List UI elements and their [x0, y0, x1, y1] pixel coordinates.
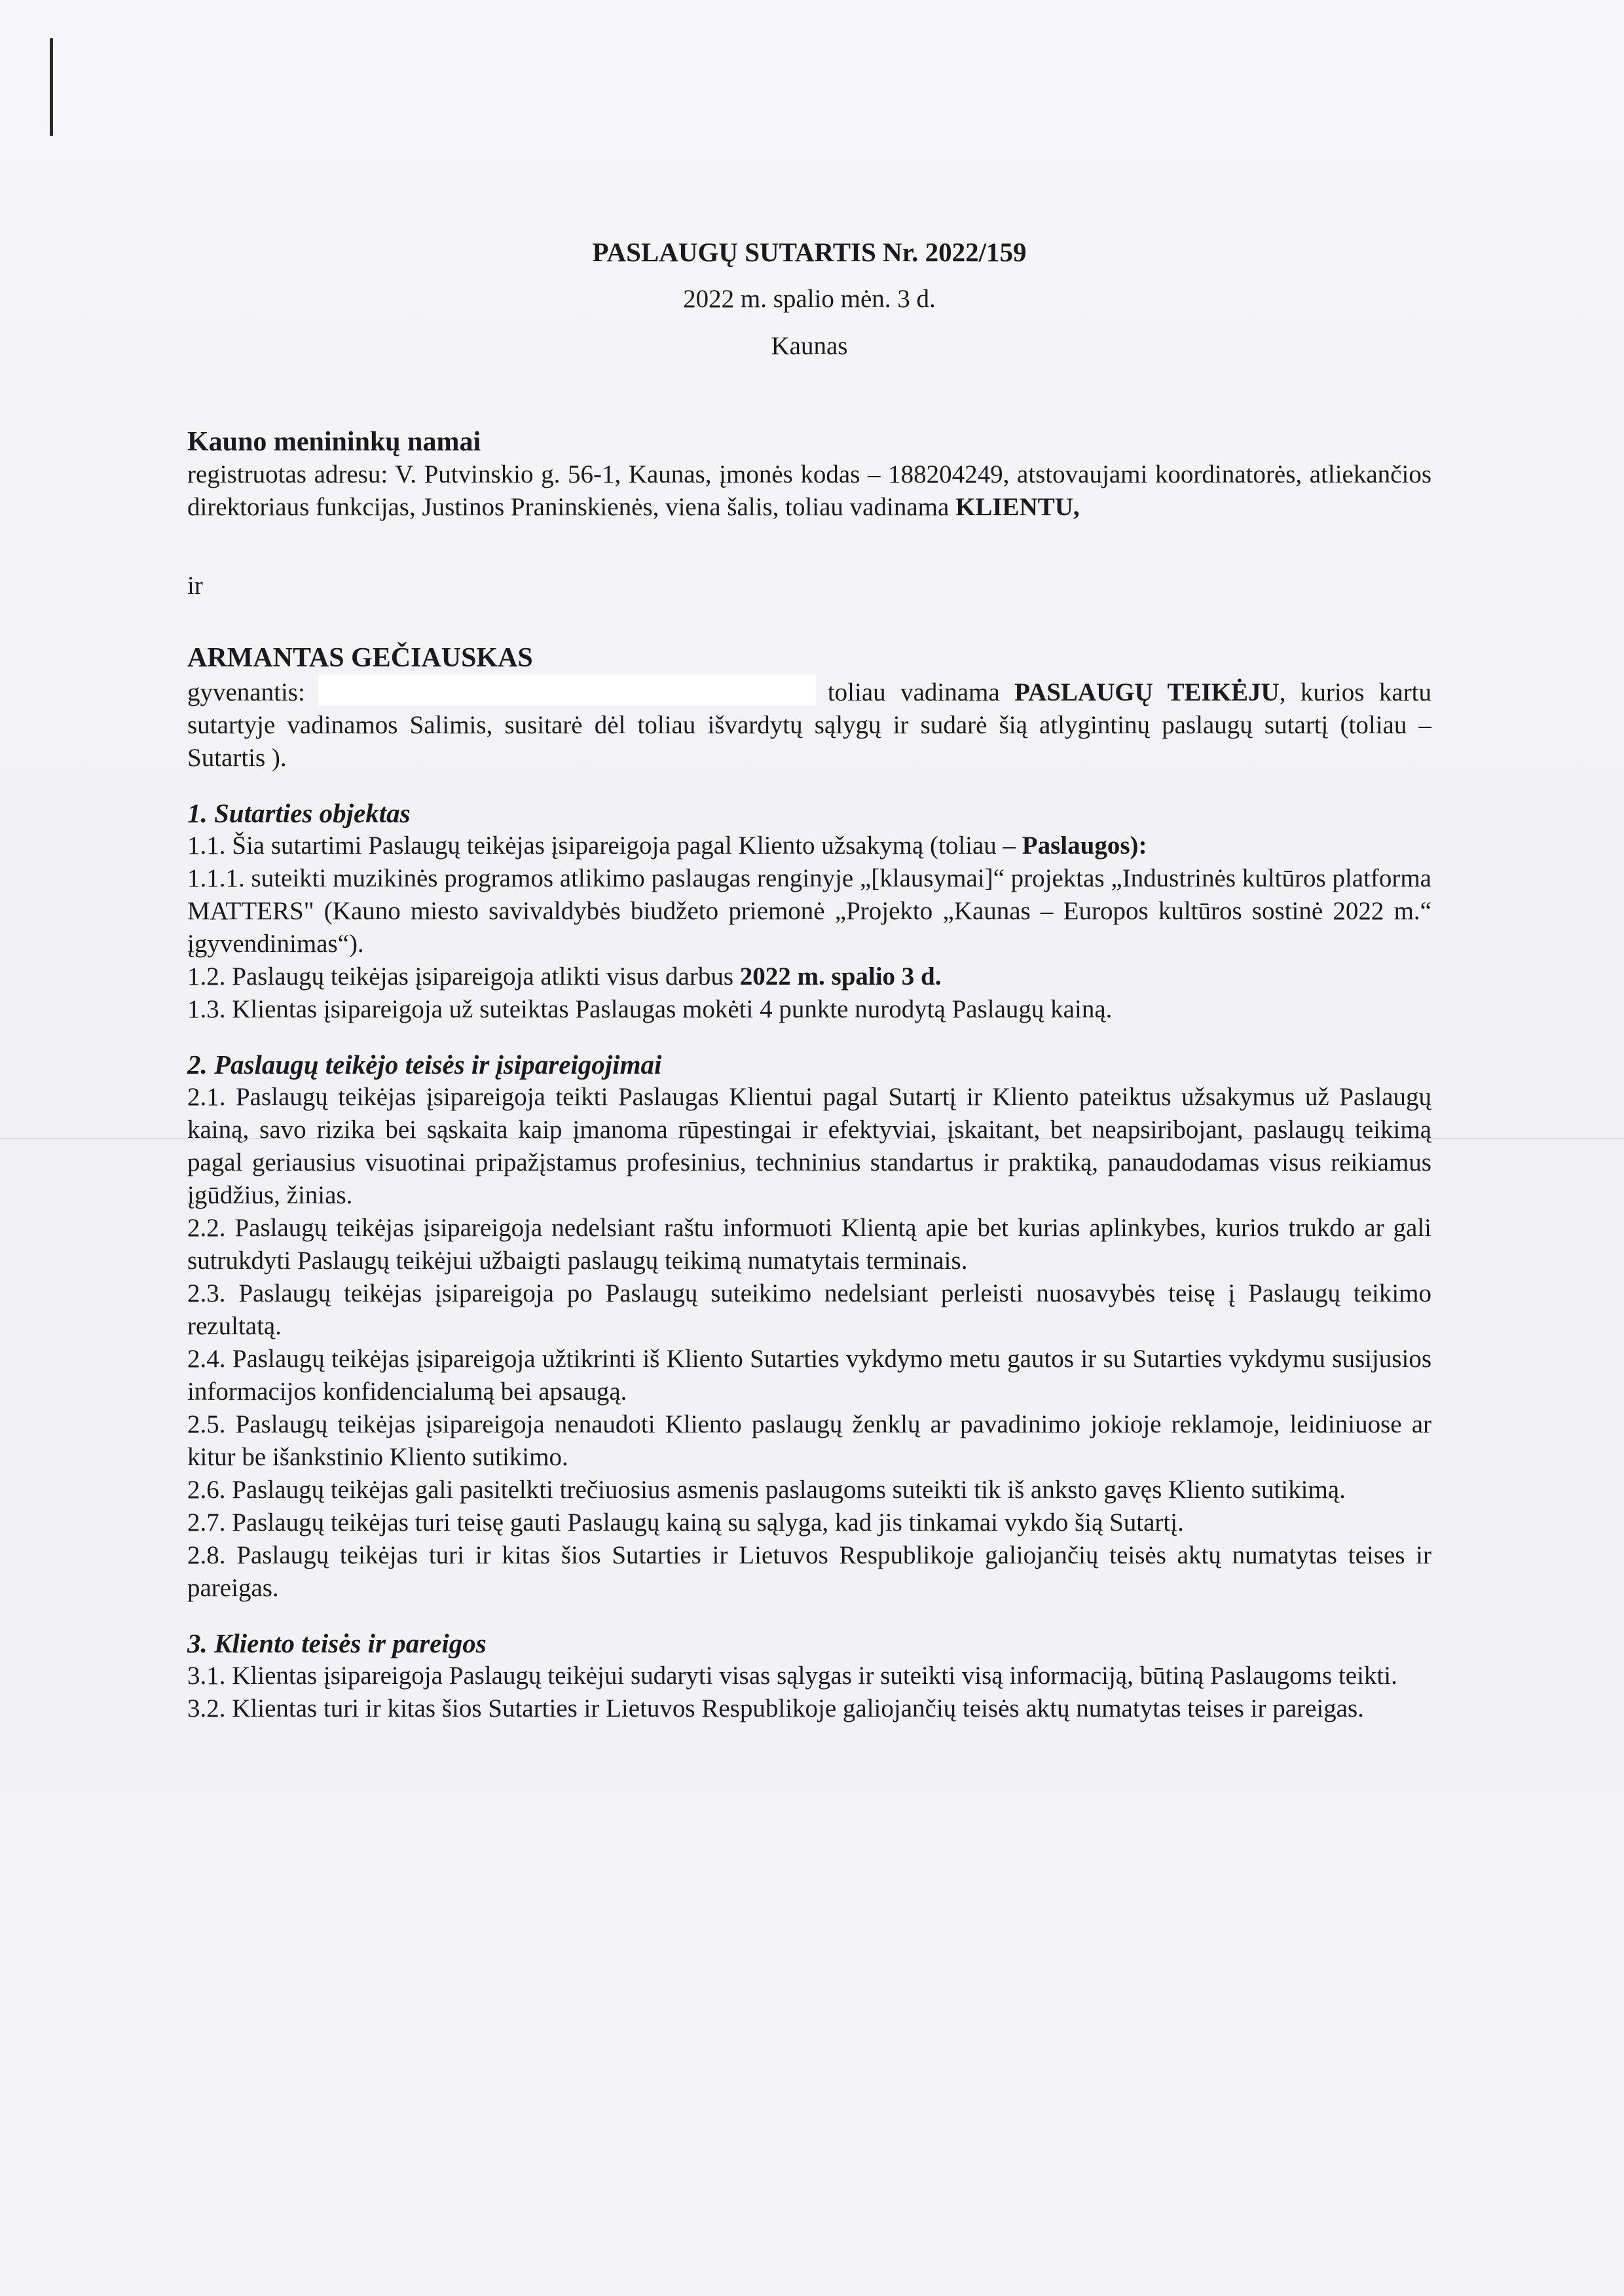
- clause-1-1-bold: Paslaugos):: [1022, 831, 1147, 860]
- contract-title: PASLAUGŲ SUTARTIS Nr. 2022/159: [592, 237, 1027, 267]
- section-1-heading: 1. Sutarties objektas: [187, 798, 411, 828]
- clause-2-2: 2.2. Paslaugų teikėjas įsipareigoja nedelsiant raštu informuoti Klientą apie bet kurias aplinkybes, kurios trukdo ar gali sutrukdyti Paslaugų teikėjui užbaigti paslaugų teikimą numatytais terminais.: [187, 1214, 1431, 1275]
- clause-3-2: 3.2. Klientas turi ir kitas šios Sutarties ir Lietuvos Respublikoje galiojančių teisės aktų numatytas teises ir pareigas.: [187, 1694, 1364, 1722]
- redacted-address: [318, 674, 816, 706]
- clause-2-3: 2.3. Paslaugų teikėjas įsipareigoja po Paslaugų suteikimo nedelsiant perleisti nuosavybės teisę į Paslaugų teikimo rezultatą.: [187, 1279, 1431, 1340]
- client-role: KLIENTU,: [955, 493, 1080, 521]
- clause-2-7: 2.7. Paslaugų teikėjas turi teisę gauti Paslaugų kainą su sąlyga, kad jis tinkamai vykdo šią Sutartį.: [187, 1508, 1184, 1537]
- clause-1-2-text: 1.2. Paslaugų teikėjas įsipareigoja atlikti visus darbus: [187, 962, 740, 991]
- clause-1-3: 1.3. Klientas įsipareigoja už suteiktas Paslaugas mokėti 4 punkte nurodytą Paslaugų kainą.: [187, 995, 1113, 1023]
- provider-name: ARMANTAS GEČIAUSKAS: [187, 643, 533, 673]
- contract-body: [187, 236, 1431, 1725]
- clause-1-1-1: 1.1.1. suteikti muzikinės programos atlikimo paslaugas renginyje „[klausymai]“ projektas „Industrinės kultūros platforma MATTERS" (Kauno miesto savivaldybės biudžeto priemonė „Projekto „Kaunas – Europos kultūros sostinė 2022 m.“ įgyvendinimas“).: [187, 864, 1431, 958]
- client-name: Kauno menininkų namai: [187, 427, 481, 457]
- provider-lead: gyvenantis:: [187, 678, 305, 706]
- clause-1-1: [187, 829, 1431, 862]
- connector-ir: ir: [187, 572, 203, 600]
- clause-3-1: 3.1. Klientas įsipareigoja Paslaugų teikėjui sudaryti visas sąlygas ir suteikti visą informaciją, būtiną Paslaugoms teikti.: [187, 1662, 1397, 1690]
- clause-1-2-bold: 2022 m. spalio 3 d.: [739, 962, 942, 991]
- clause-1-1-text: 1.1. Šia sutartimi Paslaugų teikėjas įsipareigoja pagal Kliento užsakymą (toliau –: [187, 831, 1022, 860]
- contract-city: Kaunas: [771, 332, 848, 360]
- provider-rest: , kurios kartu sutartyje vadinamos Salimis, susitarė dėl toliau išvardytų sąlygų ir sudarė šią atlygintinų paslaugų sutartį (toliau – Sutartis ).: [187, 678, 1432, 772]
- clause-2-8: 2.8. Paslaugų teikėjas turi ir kitas šios Sutarties ir Lietuvos Respublikoje galiojančių teisės aktų numatytas teises ir pareigas.: [187, 1541, 1431, 1602]
- clause-1-2: [187, 960, 1431, 993]
- clause-2-4: 2.4. Paslaugų teikėjas įsipareigoja užtikrinti iš Kliento Sutarties vykdymo metu gautos ir su Sutarties vykdymu susijusios informacijos konfidencialumą bei apsaugą.: [187, 1345, 1431, 1406]
- margin-pen-mark: [50, 38, 53, 136]
- clause-2-6: 2.6. Paslaugų teikėjas gali pasitelkti trečiuosius asmenis paslaugoms suteikti tik iš anksto gavęs Kliento sutikimą.: [187, 1476, 1346, 1504]
- client-details-text: registruotas adresu: V. Putvinskio g. 56-1, Kaunas, įmonės kodas – 188204249, atstovaujami koordinatorės, atliekančios direktoriaus funkcijas, Justinos Praninskienės, viena šalis, toliau vadinama: [187, 460, 1431, 521]
- section-3-heading: 3. Kliento teisės ir pareigos: [187, 1628, 487, 1658]
- clause-2-1: 2.1. Paslaugų teikėjas įsipareigoja teikti Paslaugas Klientui pagal Sutartį ir Kliento pateiktus užsakymus už Paslaugų kainą, savo rizika bei sąskaita kaip įmanoma rūpestingai ir efektyviai, įskaitant, bet neapsiribojant, paslaugų teikimą pagal geriausius visuotinai pripažįstamus profesinius, techninius standartus ir praktiką, panaudodamas visus reikiamus įgūdžius, žinias.: [187, 1083, 1431, 1209]
- contract-date: 2022 m. spalio mėn. 3 d.: [683, 285, 936, 313]
- provider-called: toliau vadinama: [827, 678, 1000, 706]
- provider-details: [187, 674, 1431, 774]
- clause-2-5: 2.5. Paslaugų teikėjas įsipareigoja nenaudoti Kliento paslaugų ženklų ar pavadinimo jokioje reklamoje, leidiniuose ar kitur be išankstinio Kliento sutikimo.: [187, 1410, 1431, 1471]
- provider-role: PASLAUGŲ TEIKĖJU: [1014, 678, 1280, 706]
- section-2-heading: 2. Paslaugų teikėjo teisės ir įsipareigojimai: [187, 1049, 662, 1080]
- client-details: [187, 458, 1431, 524]
